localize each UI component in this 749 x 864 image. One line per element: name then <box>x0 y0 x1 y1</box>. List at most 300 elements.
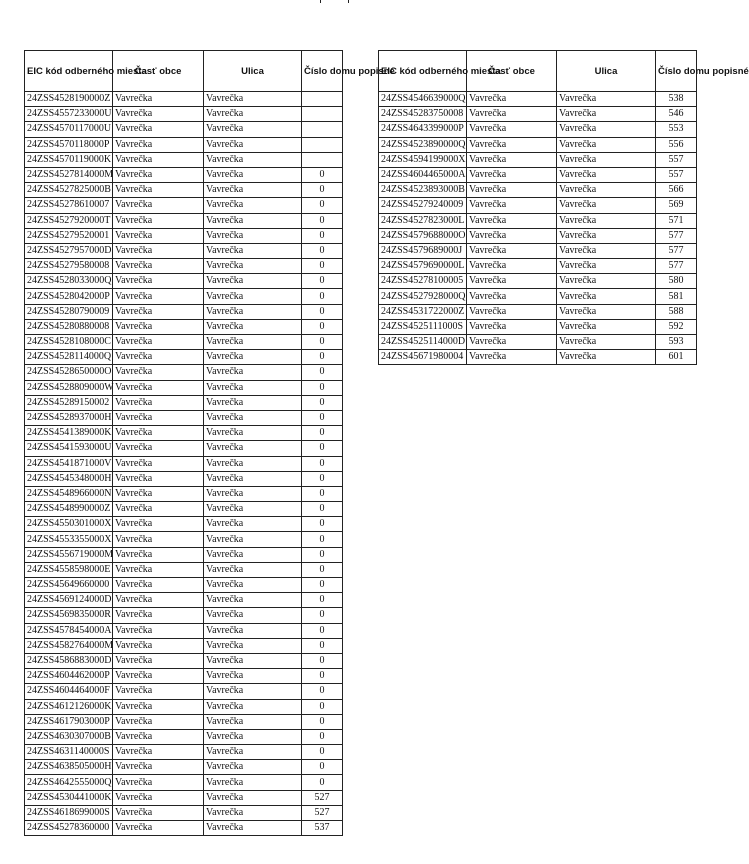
cell-ulica: Vavrečka <box>557 213 656 228</box>
cell-cast-obce: Vavrečka <box>113 775 204 790</box>
cell-ulica: Vavrečka <box>204 623 302 638</box>
cell-eic: 24ZSS4579688000O <box>379 228 467 243</box>
table-row <box>379 228 697 243</box>
cell-cislo: 0 <box>302 395 343 410</box>
cell-cast-obce: Vavrečka <box>113 228 204 243</box>
cell-cislo: 0 <box>302 319 343 334</box>
table-row <box>25 426 343 441</box>
cell-eic: 24ZSS4643399000P <box>379 122 467 137</box>
cell-eic: 24ZSS4578454000A <box>25 623 113 638</box>
header-ulica: Ulica <box>557 51 656 92</box>
cell-cislo: 0 <box>302 593 343 608</box>
cell-eic: 24ZSS4558598000E <box>25 562 113 577</box>
table-row <box>25 699 343 714</box>
cell-cast-obce: Vavrečka <box>467 274 557 289</box>
table-row <box>25 274 343 289</box>
cell-ulica: Vavrečka <box>204 502 302 517</box>
cell-cislo: 556 <box>656 137 697 152</box>
cell-ulica: Vavrečka <box>204 745 302 760</box>
cell-ulica: Vavrečka <box>204 198 302 213</box>
cell-eic: 24ZSS4569124000D <box>25 593 113 608</box>
cell-cislo: 557 <box>656 167 697 182</box>
table-row <box>25 107 343 122</box>
cell-cislo: 546 <box>656 107 697 122</box>
cell-eic: 24ZSS4579690000L <box>379 259 467 274</box>
cell-cast-obce: Vavrečka <box>113 259 204 274</box>
table-row <box>25 456 343 471</box>
cell-cast-obce: Vavrečka <box>467 213 557 228</box>
table-row <box>379 167 697 182</box>
cell-cislo <box>302 107 343 122</box>
cell-ulica: Vavrečka <box>204 243 302 258</box>
cell-cast-obce: Vavrečka <box>467 350 557 365</box>
table-row <box>379 198 697 213</box>
cell-cast-obce: Vavrečka <box>113 107 204 122</box>
cell-cast-obce: Vavrečka <box>113 380 204 395</box>
cell-cislo: 601 <box>656 350 697 365</box>
cell-ulica: Vavrečka <box>204 350 302 365</box>
cell-eic: 24ZSS45279580008 <box>25 259 113 274</box>
cell-eic: 24ZSS4527928000Q <box>379 289 467 304</box>
cell-cast-obce: Vavrečka <box>113 167 204 182</box>
cell-eic: 24ZSS4527920000T <box>25 213 113 228</box>
cell-ulica: Vavrečka <box>557 152 656 167</box>
cell-cast-obce: Vavrečka <box>113 426 204 441</box>
cell-cislo: 0 <box>302 486 343 501</box>
cell-ulica: Vavrečka <box>557 107 656 122</box>
cell-cast-obce: Vavrečka <box>113 608 204 623</box>
cell-ulica: Vavrečka <box>204 122 302 137</box>
cell-cast-obce: Vavrečka <box>113 183 204 198</box>
cell-eic: 24ZSS4570117000U <box>25 122 113 137</box>
table-row <box>25 714 343 729</box>
cell-cislo: 0 <box>302 243 343 258</box>
cell-eic: 24ZSS45649660000 <box>25 578 113 593</box>
cell-cislo <box>302 152 343 167</box>
cell-cislo: 588 <box>656 304 697 319</box>
table-row <box>25 289 343 304</box>
table-row <box>379 213 697 228</box>
cell-eic: 24ZSS4556719000M <box>25 547 113 562</box>
cell-ulica: Vavrečka <box>204 562 302 577</box>
cell-ulica: Vavrečka <box>204 152 302 167</box>
cell-cast-obce: Vavrečka <box>113 669 204 684</box>
cell-eic: 24ZSS4604464000F <box>25 684 113 699</box>
cell-eic: 24ZSS45671980004 <box>379 350 467 365</box>
cell-cislo <box>302 137 343 152</box>
cell-ulica: Vavrečka <box>204 729 302 744</box>
cell-ulica: Vavrečka <box>557 304 656 319</box>
cell-cislo: 553 <box>656 122 697 137</box>
cell-cast-obce: Vavrečka <box>113 562 204 577</box>
cell-cislo: 592 <box>656 319 697 334</box>
table-row <box>25 137 343 152</box>
cell-cislo: 0 <box>302 350 343 365</box>
table-row <box>25 319 343 334</box>
cell-ulica: Vavrečka <box>204 395 302 410</box>
table-row <box>379 152 697 167</box>
cell-cislo: 0 <box>302 456 343 471</box>
cell-cislo: 0 <box>302 745 343 760</box>
cell-ulica: Vavrečka <box>204 532 302 547</box>
cell-cast-obce: Vavrečka <box>467 289 557 304</box>
table-row <box>25 623 343 638</box>
cell-cast-obce: Vavrečka <box>467 198 557 213</box>
cell-ulica: Vavrečka <box>204 304 302 319</box>
table-row <box>25 441 343 456</box>
table-row <box>379 304 697 319</box>
cell-cislo <box>302 92 343 107</box>
cell-eic: 24ZSS4546639000Q <box>379 92 467 107</box>
cell-cast-obce: Vavrečka <box>113 745 204 760</box>
cell-ulica: Vavrečka <box>557 335 656 350</box>
cell-cislo: 0 <box>302 213 343 228</box>
cell-eic: 24ZSS4528809000W <box>25 380 113 395</box>
cell-cast-obce: Vavrečka <box>113 122 204 137</box>
cell-eic: 24ZSS45280880008 <box>25 319 113 334</box>
cell-cislo: 0 <box>302 259 343 274</box>
table-row <box>25 122 343 137</box>
cell-eic: 24ZSS4604465000A <box>379 167 467 182</box>
cell-cast-obce: Vavrečka <box>113 578 204 593</box>
cell-ulica: Vavrečka <box>204 638 302 653</box>
header-eic: EIC kód odberného miesta <box>25 51 113 92</box>
cell-cast-obce: Vavrečka <box>113 350 204 365</box>
cell-cast-obce: Vavrečka <box>467 167 557 182</box>
cell-eic: 24ZSS4569835000R <box>25 608 113 623</box>
cell-cast-obce: Vavrečka <box>467 304 557 319</box>
cell-cislo: 0 <box>302 441 343 456</box>
cell-eic: 24ZSS4570118000P <box>25 137 113 152</box>
cell-ulica: Vavrečka <box>204 517 302 532</box>
cell-ulica: Vavrečka <box>204 228 302 243</box>
cell-eic: 24ZSS4525111000S <box>379 319 467 334</box>
table-row <box>25 350 343 365</box>
cell-eic: 24ZSS4531722000Z <box>379 304 467 319</box>
cell-eic: 24ZSS4530441000K <box>25 790 113 805</box>
cell-ulica: Vavrečka <box>204 426 302 441</box>
cell-cast-obce: Vavrečka <box>467 243 557 258</box>
cell-eic: 24ZSS45283750008 <box>379 107 467 122</box>
cell-eic: 24ZSS4631140000S <box>25 745 113 760</box>
cell-cislo: 581 <box>656 289 697 304</box>
cell-ulica: Vavrečka <box>204 578 302 593</box>
cell-cislo: 0 <box>302 760 343 775</box>
table-row <box>379 243 697 258</box>
cell-ulica: Vavrečka <box>204 699 302 714</box>
cell-ulica: Vavrečka <box>557 350 656 365</box>
cell-cislo: 0 <box>302 669 343 684</box>
table-row <box>25 790 343 805</box>
cell-cast-obce: Vavrečka <box>113 410 204 425</box>
table-row <box>379 92 697 107</box>
cell-ulica: Vavrečka <box>204 714 302 729</box>
cell-ulica: Vavrečka <box>204 486 302 501</box>
table-row <box>379 122 697 137</box>
header-ulica: Ulica <box>204 51 302 92</box>
cell-cast-obce: Vavrečka <box>467 152 557 167</box>
table-row <box>25 380 343 395</box>
cell-cast-obce: Vavrečka <box>113 365 204 380</box>
cell-eic: 24ZSS4527814000M <box>25 167 113 182</box>
cell-cislo: 0 <box>302 502 343 517</box>
cell-cast-obce: Vavrečka <box>467 107 557 122</box>
table-row <box>25 183 343 198</box>
cell-ulica: Vavrečka <box>204 259 302 274</box>
cell-cast-obce: Vavrečka <box>113 699 204 714</box>
cell-cast-obce: Vavrečka <box>113 684 204 699</box>
cell-ulica: Vavrečka <box>204 213 302 228</box>
cell-eic: 24ZSS4527957000D <box>25 243 113 258</box>
table-row <box>25 562 343 577</box>
cell-ulica: Vavrečka <box>204 775 302 790</box>
cell-eic: 24ZSS4523890000Q <box>379 137 467 152</box>
cell-ulica: Vavrečka <box>204 805 302 820</box>
header-row <box>379 51 697 92</box>
cell-cast-obce: Vavrečka <box>113 289 204 304</box>
cell-cislo: 0 <box>302 289 343 304</box>
header-cislo: Číslo domu popisné <box>656 51 697 92</box>
cell-cislo: 0 <box>302 775 343 790</box>
header-row <box>25 51 343 92</box>
header-cislo: Číslo domu popisné <box>302 51 343 92</box>
cell-ulica: Vavrečka <box>204 653 302 668</box>
cell-cast-obce: Vavrečka <box>113 274 204 289</box>
cell-ulica: Vavrečka <box>204 289 302 304</box>
cell-ulica: Vavrečka <box>204 335 302 350</box>
cell-cast-obce: Vavrečka <box>113 335 204 350</box>
cell-ulica: Vavrečka <box>204 471 302 486</box>
cell-cast-obce: Vavrečka <box>113 593 204 608</box>
cell-cast-obce: Vavrečka <box>113 547 204 562</box>
cell-cast-obce: Vavrečka <box>113 790 204 805</box>
cell-cislo: 580 <box>656 274 697 289</box>
cell-ulica: Vavrečka <box>204 593 302 608</box>
cell-cislo: 0 <box>302 167 343 182</box>
cell-cislo: 577 <box>656 228 697 243</box>
cell-cislo: 593 <box>656 335 697 350</box>
table-row <box>25 471 343 486</box>
cell-ulica: Vavrečka <box>204 92 302 107</box>
cell-cislo: 0 <box>302 228 343 243</box>
table-row <box>379 350 697 365</box>
cell-ulica: Vavrečka <box>204 319 302 334</box>
cell-cast-obce: Vavrečka <box>467 92 557 107</box>
table-row <box>379 183 697 198</box>
cell-cast-obce: Vavrečka <box>113 213 204 228</box>
cell-ulica: Vavrečka <box>204 456 302 471</box>
cell-eic: 24ZSS4528108000C <box>25 335 113 350</box>
cell-cast-obce: Vavrečka <box>113 456 204 471</box>
table-row <box>25 152 343 167</box>
table-row <box>25 653 343 668</box>
table-row <box>379 107 697 122</box>
table-row <box>25 593 343 608</box>
cell-cislo: 0 <box>302 410 343 425</box>
table-row <box>25 547 343 562</box>
cell-cislo: 0 <box>302 729 343 744</box>
eic-table-right <box>378 50 749 365</box>
page-fragment-mark <box>320 0 349 3</box>
cell-cislo: 571 <box>656 213 697 228</box>
cell-ulica: Vavrečka <box>557 137 656 152</box>
cell-cislo: 0 <box>302 532 343 547</box>
cell-cast-obce: Vavrečka <box>113 243 204 258</box>
cell-cast-obce: Vavrečka <box>113 395 204 410</box>
cell-cast-obce: Vavrečka <box>113 821 204 836</box>
cell-cislo: 557 <box>656 152 697 167</box>
cell-cast-obce: Vavrečka <box>113 152 204 167</box>
cell-ulica: Vavrečka <box>204 790 302 805</box>
cell-cislo: 0 <box>302 304 343 319</box>
cell-ulica: Vavrečka <box>557 198 656 213</box>
cell-ulica: Vavrečka <box>204 274 302 289</box>
cell-eic: 24ZSS4528033000Q <box>25 274 113 289</box>
table-row <box>25 775 343 790</box>
cell-cast-obce: Vavrečka <box>113 92 204 107</box>
cell-cast-obce: Vavrečka <box>467 122 557 137</box>
cell-cislo: 0 <box>302 335 343 350</box>
header-cast-obce: Časť obce <box>113 51 204 92</box>
table-row <box>379 335 697 350</box>
table-row <box>25 486 343 501</box>
cell-eic: 24ZSS4582764000M <box>25 638 113 653</box>
table-row <box>25 638 343 653</box>
cell-cast-obce: Vavrečka <box>113 441 204 456</box>
cell-cast-obce: Vavrečka <box>113 304 204 319</box>
table-row <box>25 213 343 228</box>
cell-cast-obce: Vavrečka <box>467 259 557 274</box>
cell-eic: 24ZSS4550301000X <box>25 517 113 532</box>
cell-cislo: 577 <box>656 259 697 274</box>
table-row <box>379 259 697 274</box>
table-row <box>379 137 697 152</box>
cell-cislo: 538 <box>656 92 697 107</box>
cell-eic: 24ZSS45279240009 <box>379 198 467 213</box>
table-row <box>25 517 343 532</box>
header-eic: EIC kód odberného miesta <box>379 51 467 92</box>
cell-ulica: Vavrečka <box>204 684 302 699</box>
cell-eic: 24ZSS4586883000D <box>25 653 113 668</box>
cell-cast-obce: Vavrečka <box>113 714 204 729</box>
cell-ulica: Vavrečka <box>557 274 656 289</box>
cell-cast-obce: Vavrečka <box>113 137 204 152</box>
cell-ulica: Vavrečka <box>204 365 302 380</box>
cell-eic: 24ZSS45289150002 <box>25 395 113 410</box>
cell-cislo: 0 <box>302 653 343 668</box>
table-row <box>25 228 343 243</box>
table-row <box>25 532 343 547</box>
cell-ulica: Vavrečka <box>557 259 656 274</box>
cell-eic: 24ZSS4545348000H <box>25 471 113 486</box>
cell-cast-obce: Vavrečka <box>113 517 204 532</box>
cell-eic: 24ZSS45278100005 <box>379 274 467 289</box>
cell-cislo: 0 <box>302 183 343 198</box>
table-row <box>25 167 343 182</box>
cell-eic: 24ZSS4528114000Q <box>25 350 113 365</box>
cell-eic: 24ZSS4541871000V <box>25 456 113 471</box>
cell-eic: 24ZSS4618699000S <box>25 805 113 820</box>
cell-eic: 24ZSS4604462000P <box>25 669 113 684</box>
cell-eic: 24ZSS4630307000B <box>25 729 113 744</box>
cell-cast-obce: Vavrečka <box>467 228 557 243</box>
cell-cislo: 577 <box>656 243 697 258</box>
table-row <box>379 319 697 334</box>
cell-cislo: 0 <box>302 623 343 638</box>
table-row <box>25 243 343 258</box>
cell-cislo: 0 <box>302 578 343 593</box>
cell-cislo: 0 <box>302 471 343 486</box>
cell-cislo: 0 <box>302 547 343 562</box>
cell-cislo: 0 <box>302 608 343 623</box>
cell-ulica: Vavrečka <box>557 92 656 107</box>
cell-cast-obce: Vavrečka <box>113 532 204 547</box>
table-row <box>25 365 343 380</box>
table-row <box>25 684 343 699</box>
table-row <box>25 821 343 836</box>
table-row <box>379 274 697 289</box>
cell-cast-obce: Vavrečka <box>467 183 557 198</box>
cell-eic: 24ZSS4528937000H <box>25 410 113 425</box>
cell-ulica: Vavrečka <box>204 441 302 456</box>
cell-cast-obce: Vavrečka <box>113 319 204 334</box>
cell-ulica: Vavrečka <box>204 137 302 152</box>
cell-cast-obce: Vavrečka <box>113 805 204 820</box>
table-row <box>25 410 343 425</box>
cell-ulica: Vavrečka <box>204 821 302 836</box>
cell-cislo: 0 <box>302 198 343 213</box>
cell-eic: 24ZSS4528650000O <box>25 365 113 380</box>
table-row <box>25 304 343 319</box>
cell-cast-obce: Vavrečka <box>113 760 204 775</box>
cell-cislo: 527 <box>302 805 343 820</box>
cell-cislo <box>302 122 343 137</box>
cell-cast-obce: Vavrečka <box>467 319 557 334</box>
cell-eic: 24ZSS4527825000B <box>25 183 113 198</box>
cell-eic: 24ZSS45279520001 <box>25 228 113 243</box>
cell-ulica: Vavrečka <box>204 183 302 198</box>
cell-cislo: 566 <box>656 183 697 198</box>
cell-cislo: 0 <box>302 380 343 395</box>
cell-cast-obce: Vavrečka <box>113 471 204 486</box>
cell-eic: 24ZSS4548990000Z <box>25 502 113 517</box>
cell-cislo: 0 <box>302 426 343 441</box>
cell-ulica: Vavrečka <box>557 167 656 182</box>
cell-cislo: 527 <box>302 790 343 805</box>
cell-eic: 24ZSS4553355000X <box>25 532 113 547</box>
cell-cast-obce: Vavrečka <box>113 502 204 517</box>
cell-ulica: Vavrečka <box>557 122 656 137</box>
cell-ulica: Vavrečka <box>557 243 656 258</box>
cell-eic: 24ZSS4594199000X <box>379 152 467 167</box>
cell-eic: 24ZSS4527823000L <box>379 213 467 228</box>
header-cast-obce: Časť obce <box>467 51 557 92</box>
cell-ulica: Vavrečka <box>557 289 656 304</box>
cell-cislo: 0 <box>302 365 343 380</box>
cell-eic: 24ZSS4541593000U <box>25 441 113 456</box>
cell-cast-obce: Vavrečka <box>113 638 204 653</box>
cell-cast-obce: Vavrečka <box>467 137 557 152</box>
table-row <box>25 335 343 350</box>
table-row <box>25 729 343 744</box>
table-row <box>25 805 343 820</box>
cell-eic: 24ZSS4557233000U <box>25 107 113 122</box>
cell-ulica: Vavrečka <box>557 228 656 243</box>
cell-ulica: Vavrečka <box>204 669 302 684</box>
cell-eic: 24ZSS4617903000P <box>25 714 113 729</box>
cell-eic: 24ZSS4612126000K <box>25 699 113 714</box>
table-row <box>25 578 343 593</box>
